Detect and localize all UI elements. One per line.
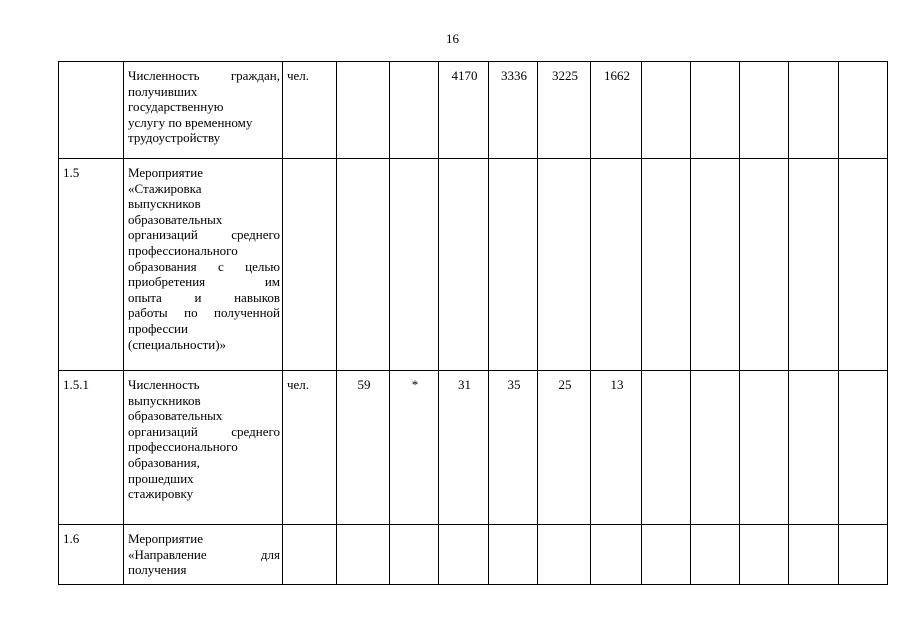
table-row <box>59 371 888 525</box>
row-value-cell <box>439 159 489 371</box>
row-value-cell: 3336 <box>489 62 538 159</box>
row-value-cell <box>740 159 789 371</box>
table-row <box>59 159 888 371</box>
row-value-cell <box>839 525 888 585</box>
row-value-cell: 4170 <box>439 62 489 159</box>
row-name-line: трудоустройству <box>128 130 221 146</box>
row-name-line: выпускников <box>128 196 201 212</box>
row-name-line: профессии <box>128 320 188 336</box>
row-value-cell <box>439 525 489 585</box>
row-value-cell: 13 <box>591 371 642 525</box>
row-name-line: услугу по временному <box>128 114 253 130</box>
row-value-cell <box>691 371 740 525</box>
row-value-cell <box>740 371 789 525</box>
row-value-cell: 31 <box>439 371 489 525</box>
row-name-line: Мероприятие <box>128 531 203 546</box>
row-name-line: Численность граждан, <box>128 68 280 83</box>
row-name-line: профессионального <box>128 242 238 258</box>
row-unit-cell <box>283 525 337 585</box>
row-value-cell <box>591 525 642 585</box>
row-value-cell: 1662 <box>591 62 642 159</box>
row-name-line: получения <box>128 562 187 578</box>
row-value-cell <box>839 159 888 371</box>
row-name-line: стажировку <box>128 486 194 502</box>
row-value-cell <box>390 159 439 371</box>
row-name-line: организаций среднего <box>128 227 280 243</box>
row-code-cell <box>59 62 124 159</box>
row-value-cell <box>789 62 839 159</box>
row-code-cell: 1.6 <box>59 525 124 585</box>
table-row <box>59 62 888 159</box>
row-value-cell <box>538 159 591 371</box>
row-name-line: профессионального <box>128 439 238 455</box>
row-value-cell <box>789 525 839 585</box>
row-name-line: опыта и навыков <box>128 289 280 305</box>
row-name-line: работы по полученной <box>128 305 280 321</box>
row-name-cell <box>124 159 283 371</box>
row-name-line: образования с целью <box>128 258 280 274</box>
row-value-cell <box>390 62 439 159</box>
row-name-line: Численность <box>128 377 200 392</box>
row-value-cell <box>789 159 839 371</box>
page-number: 16 <box>446 31 459 46</box>
row-value-cell <box>642 62 691 159</box>
row-name-line: приобретения им <box>128 274 280 290</box>
row-value-cell: * <box>390 371 439 525</box>
row-name-line: государственную <box>128 99 224 115</box>
row-value-cell <box>337 159 390 371</box>
row-name-cell <box>124 525 283 585</box>
row-name-line: выпускников <box>128 392 201 408</box>
row-value-cell <box>740 525 789 585</box>
row-value-cell <box>691 159 740 371</box>
row-value-cell <box>489 525 538 585</box>
row-name-line: «Направление для <box>128 546 280 562</box>
row-value-cell: 59 <box>337 371 390 525</box>
row-unit-cell <box>283 159 337 371</box>
row-code-cell: 1.5 <box>59 159 124 371</box>
row-value-cell: 25 <box>538 371 591 525</box>
row-name-line: «Стажировка <box>128 180 202 196</box>
row-name-cell <box>124 371 283 525</box>
row-name-line: (специальности)» <box>128 336 227 352</box>
row-name-line: образования, <box>128 454 200 470</box>
row-name-cell <box>124 62 283 159</box>
row-value-cell <box>337 525 390 585</box>
row-unit-cell: чел. <box>283 62 337 159</box>
table-row <box>59 525 888 585</box>
row-value-cell <box>691 62 740 159</box>
row-name-line: образовательных <box>128 211 223 227</box>
indicator-table <box>58 61 888 585</box>
row-value-cell <box>789 371 839 525</box>
row-value-cell <box>642 525 691 585</box>
row-name-line: организаций среднего <box>128 423 280 439</box>
row-value-cell: 35 <box>489 371 538 525</box>
row-value-cell <box>642 159 691 371</box>
row-value-cell <box>337 62 390 159</box>
row-value-cell: 3225 <box>538 62 591 159</box>
row-name-line: образовательных <box>128 408 223 424</box>
row-value-cell <box>691 525 740 585</box>
row-value-cell <box>489 159 538 371</box>
row-code-cell: 1.5.1 <box>59 371 124 525</box>
row-value-cell <box>740 62 789 159</box>
row-value-cell <box>839 371 888 525</box>
row-value-cell <box>839 62 888 159</box>
row-value-cell <box>538 525 591 585</box>
row-value-cell <box>390 525 439 585</box>
row-name-line: Мероприятие <box>128 165 203 180</box>
row-value-cell <box>642 371 691 525</box>
row-unit-cell: чел. <box>283 371 337 525</box>
row-value-cell <box>591 159 642 371</box>
row-name-line: получивших <box>128 83 198 99</box>
row-name-line: прошедших <box>128 470 194 486</box>
